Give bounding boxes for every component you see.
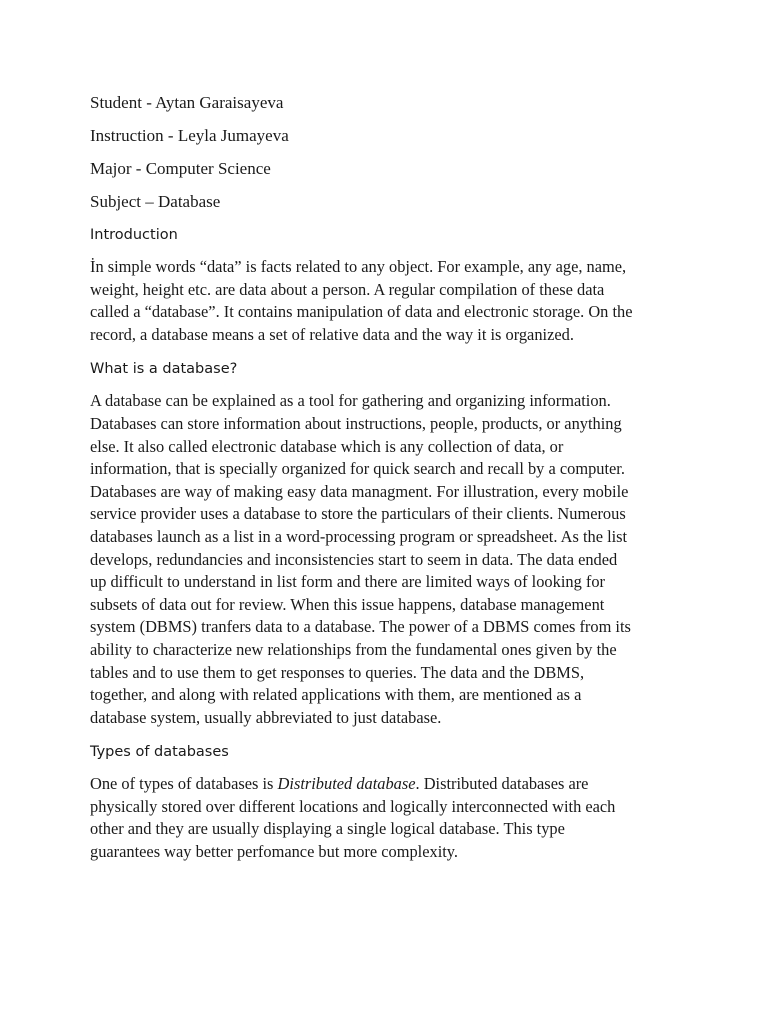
introduction-paragraph <box>90 256 690 346</box>
student-line: Student - Aytan Garaisayeva <box>90 93 284 112</box>
paragraph-line: together, and along with related applications with them, are mentioned as a <box>90 685 582 705</box>
paragraph-line: subsets of data out for review. When this issue happens, database management <box>90 594 605 614</box>
paragraph-line: up difficult to understand in list form and there are limited ways of looking for <box>90 572 605 592</box>
line-text: . Distributed databases are <box>415 774 589 794</box>
paragraph-line: called a “database”. It contains manipulation of data and electronic storage. On the <box>90 302 633 322</box>
line-text: One of types of databases is <box>90 774 278 794</box>
paragraph-line: ability to characterize new relationships from the fundamental ones given by the <box>90 639 617 659</box>
paragraph-line: service provider uses a database to store the particulars of their clients. Numerous <box>90 504 626 524</box>
paragraph-line: A database can be explained as a tool for gathering and organizing information. <box>90 391 611 411</box>
paragraph-line: physically stored over different locations and logically interconnected with each <box>90 796 616 816</box>
paragraph-line: weight, height etc. are data about a person. A regular compilation of these data <box>90 279 605 299</box>
paragraph-line: guarantees way better perfomance but more complexity. <box>90 842 459 862</box>
paragraph-line <box>90 773 690 796</box>
paragraph-line: else. It also called electronic database which is any collection of data, or <box>90 436 564 456</box>
paragraph-line: record, a database means a set of relative data and the way it is organized. <box>90 324 574 344</box>
paragraph-line: Databases can store information about instructions, people, products, or anything <box>90 413 622 433</box>
paragraph-line: information, that is specially organized for quick search and recall by a computer. <box>90 459 625 479</box>
emphasized-term: Distributed database <box>277 774 416 794</box>
paragraph-line: system (DBMS) tranfers data to a database. The power of a DBMS comes from its <box>90 617 631 637</box>
paragraph-line: databases launch as a list in a word-processing program or spreadsheet. As the list <box>90 526 628 546</box>
instruction-line: Instruction - Leyla Jumayeva <box>90 126 289 145</box>
types-of-databases-heading: Types of databases <box>90 744 229 761</box>
what-is-database-heading: What is a database? <box>90 361 238 378</box>
subject-line: Subject – Database <box>90 192 221 211</box>
paragraph-line: tables and to use them to get responses to queries. The data and the DBMS, <box>90 662 585 682</box>
paragraph-line: database system, usually abbreviated to just database. <box>90 707 442 727</box>
document-body <box>90 92 690 876</box>
what-is-database-paragraph <box>90 390 690 729</box>
paragraph-line: other and they are usually displaying a single logical database. This type <box>90 819 565 839</box>
paragraph-line: Databases are way of making easy data managment. For illustration, every mobile <box>90 481 629 501</box>
types-of-databases-paragraph <box>90 773 690 863</box>
introduction-heading: Introduction <box>90 227 178 243</box>
paragraph-line: İn simple words “data” is facts related to any object. For example, any age, name, <box>90 257 627 276</box>
major-line: Major - Computer Science <box>90 159 271 178</box>
paragraph-line: develops, redundancies and inconsistencies start to seem in data. The data ended <box>90 549 618 569</box>
